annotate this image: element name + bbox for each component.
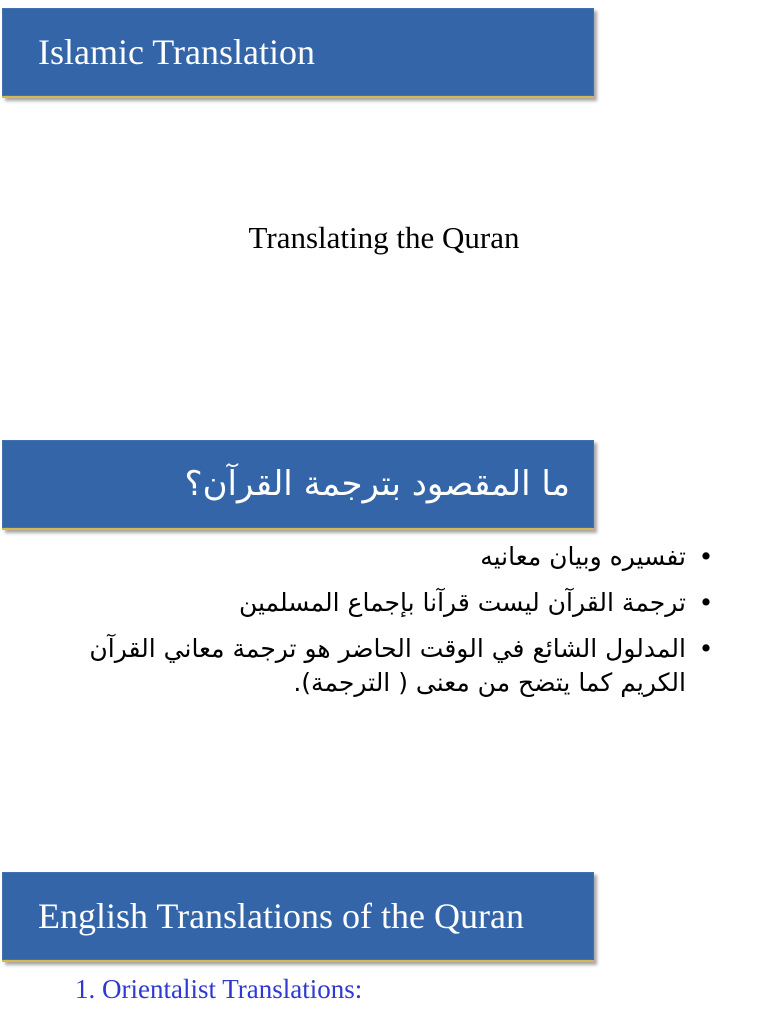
bullet-marker: • [698,588,714,617]
slide-title: ما المقصود بترجمة القرآن؟ [184,464,570,504]
slide-title-bar [2,872,594,962]
bullet-marker: • [698,542,714,571]
slide-english-translations [0,864,768,1024]
bullet-list [16,540,716,712]
slide-subtitle: Translating the Quran [248,220,520,255]
slide-islamic-translation [0,0,768,432]
bullet-text: المدلول الشائع في الوقت الحاضر هو ترجمة معاني القرآن الكريم كما يتضح من معنى ( الترجمة). [89,634,686,697]
bullet-marker: • [698,634,714,663]
bullet-text: ترجمة القرآن ليست قرآنا بإجماع المسلمين [238,588,686,617]
bullet-item [16,540,716,574]
bullet-item [16,586,716,620]
slide-title: Islamic Translation [38,32,315,72]
slide-title-bar [2,8,594,98]
slide-title: English Translations of the Quran [38,896,524,936]
bullet-item [16,632,716,700]
slide-title-bar [2,440,594,530]
slide-meaning-of-translation [0,432,768,864]
numbered-item: 1. Orientalist Translations: [75,974,363,1004]
bullet-text: تفسيره وبيان معانيه [480,542,686,571]
